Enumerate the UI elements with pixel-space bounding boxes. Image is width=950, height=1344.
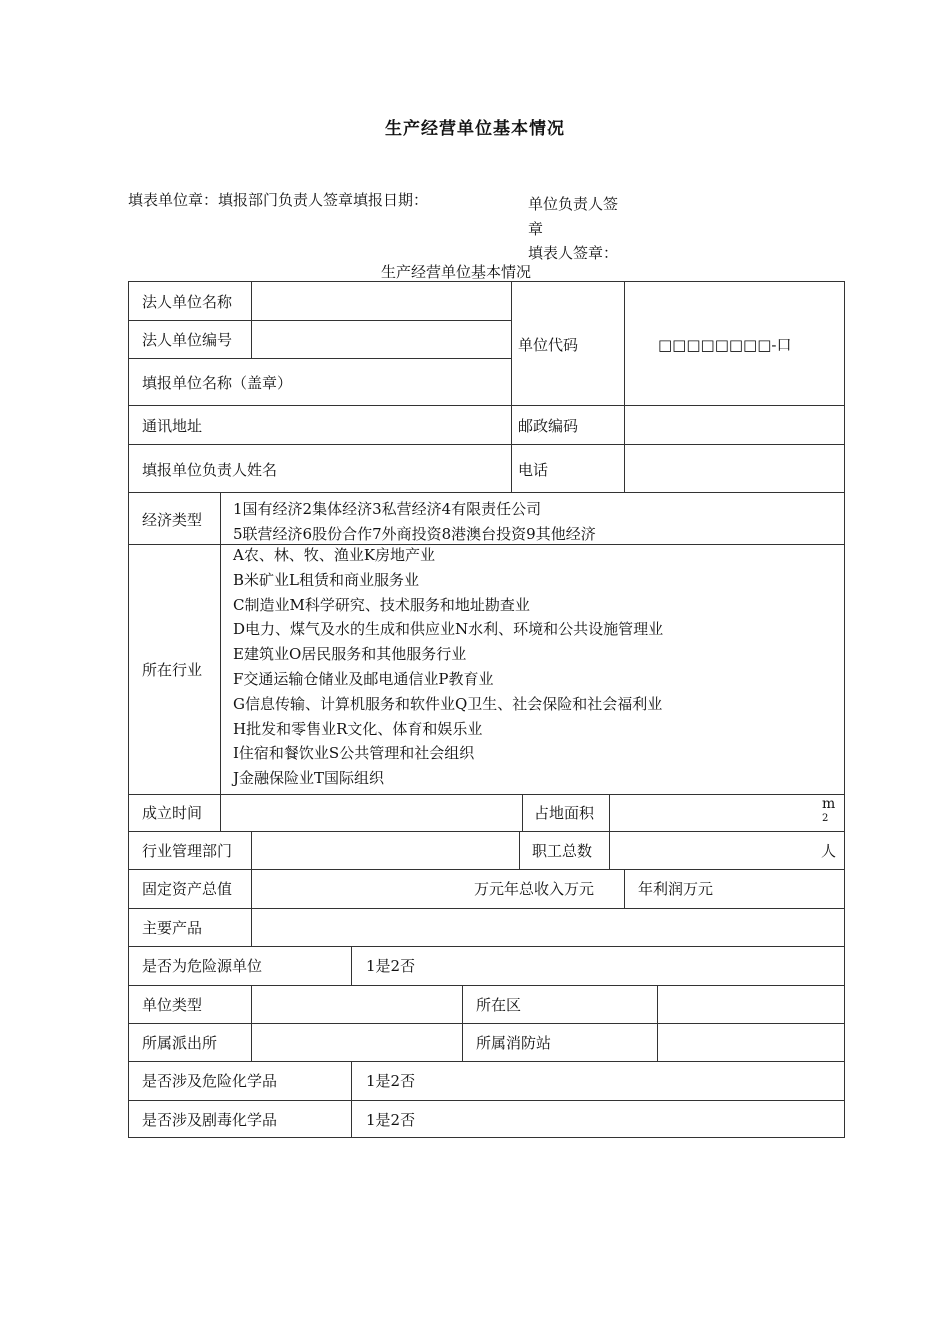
econ-type-label: 经济类型 (142, 511, 203, 529)
area-unit-superscript: 2 (822, 813, 829, 824)
assets-label: 固定资产总值 (142, 880, 233, 898)
area-label: 占地面积 (534, 804, 595, 822)
rule (129, 405, 845, 406)
industry-line: H批发和零售业R文化、体育和娱乐业 (233, 719, 483, 738)
postcode-label: 邮政编码 (518, 417, 579, 435)
police-label: 所属派出所 (142, 1034, 218, 1052)
phone-label: 电话 (518, 461, 549, 479)
industry-line: J金融保险业T国际组织 (233, 769, 385, 788)
rule (251, 869, 252, 908)
rule (220, 794, 221, 831)
staff-label: 职工总数 (532, 842, 593, 860)
chem-label: 是否涉及危险化学品 (142, 1072, 278, 1090)
rule (519, 831, 520, 869)
industry-line: D电力、煤气及水的生成和供应业N水利、环境和公共设施管理业 (233, 620, 664, 639)
industry-line: G信息传输、计算机服务和软件业Q卫生、社会保险和社会福利业 (233, 694, 663, 713)
industry-line: I住宿和餐饮业S公共管理和社会组织 (233, 744, 475, 763)
econ-type-options (233, 497, 596, 547)
rule (251, 985, 252, 1061)
rule (129, 946, 845, 947)
header-sign-line1: 单位负责人签 (528, 195, 619, 213)
rule (129, 985, 845, 986)
rule (129, 492, 845, 493)
industry-line: E建筑业O居民服务和其他服务行业 (233, 645, 467, 664)
header-sign-line2: 章 (528, 219, 544, 238)
address-label: 通讯地址 (142, 417, 203, 435)
rule (129, 444, 845, 445)
industry-label: 所在行业 (142, 661, 203, 679)
chem-options: 1是2否 (366, 1072, 416, 1090)
rule (129, 1061, 845, 1062)
rule (251, 831, 252, 869)
unit-code-label: 单位代码 (518, 336, 579, 354)
profit-label: 年利润万元 (638, 880, 714, 898)
hazard-options: 1是2否 (366, 957, 416, 975)
rule (351, 946, 352, 985)
toxic-label: 是否涉及剧毒化学品 (142, 1111, 278, 1129)
econ-type-line: 5联营经济6股份合作7外商投资8港澳台投资9其他经济 (233, 524, 596, 543)
unit-code-value: □□□□□□□□-口 (658, 336, 792, 354)
area-unit: m (822, 796, 836, 812)
rule (511, 282, 512, 492)
toxic-options: 1是2否 (366, 1111, 416, 1129)
rule (609, 794, 610, 869)
rule (129, 320, 511, 321)
industry-line: B米矿业L租赁和商业服务业 (233, 570, 419, 589)
rule (129, 831, 845, 832)
rule (129, 794, 845, 795)
rule (129, 908, 845, 909)
industry-line: F交通运输仓储业及邮电通信业P教育业 (233, 669, 494, 688)
rule (624, 282, 625, 492)
industry-options (233, 543, 663, 791)
rule (522, 794, 523, 831)
staff-unit: 人 (821, 842, 837, 860)
district-label: 所在区 (476, 996, 522, 1014)
rule (220, 492, 221, 794)
founded-label: 成立时间 (142, 804, 203, 822)
dept-label: 行业管理部门 (142, 842, 233, 860)
rule (129, 1023, 845, 1024)
assets-revenue-units: 万元年总收入万元 (474, 880, 595, 898)
industry-line: C制造业M科学研究、技术服务和地址勘查业 (233, 595, 530, 614)
product-label: 主要产品 (142, 919, 203, 937)
rule (129, 1100, 845, 1101)
rule (251, 282, 252, 358)
rule (351, 1061, 352, 1138)
header-signatures (528, 192, 638, 266)
fill-unit-label: 填报单位名称（盖章） (142, 374, 293, 392)
header-sign-line3: 填表人签章： (528, 244, 619, 262)
rule (462, 985, 463, 1061)
rule (251, 908, 252, 946)
rule (129, 358, 511, 359)
rule (657, 985, 658, 1061)
fire-label: 所属消防站 (476, 1034, 552, 1052)
legal-no-label: 法人单位编号 (142, 331, 233, 349)
rule (129, 869, 845, 870)
industry-line: A农、林、牧、渔业K房地产业 (233, 546, 436, 564)
unit-type-label: 单位类型 (142, 996, 203, 1014)
head-name-label: 填报单位负责人姓名 (142, 461, 278, 479)
hazard-label: 是否为危险源单位 (142, 957, 263, 975)
econ-type-line: 1国有经济2集体经济3私营经济4有限责任公司 (233, 500, 542, 518)
page-title: 生产经营单位基本情况 (385, 119, 565, 139)
form-title: 生产经营单位基本情况 (380, 263, 531, 281)
header-stamp-line: 填表单位章：填报部门负责人签章填报日期： (128, 191, 429, 209)
legal-name-label: 法人单位名称 (142, 293, 233, 311)
basic-info-form (128, 281, 845, 1138)
rule (624, 869, 625, 908)
